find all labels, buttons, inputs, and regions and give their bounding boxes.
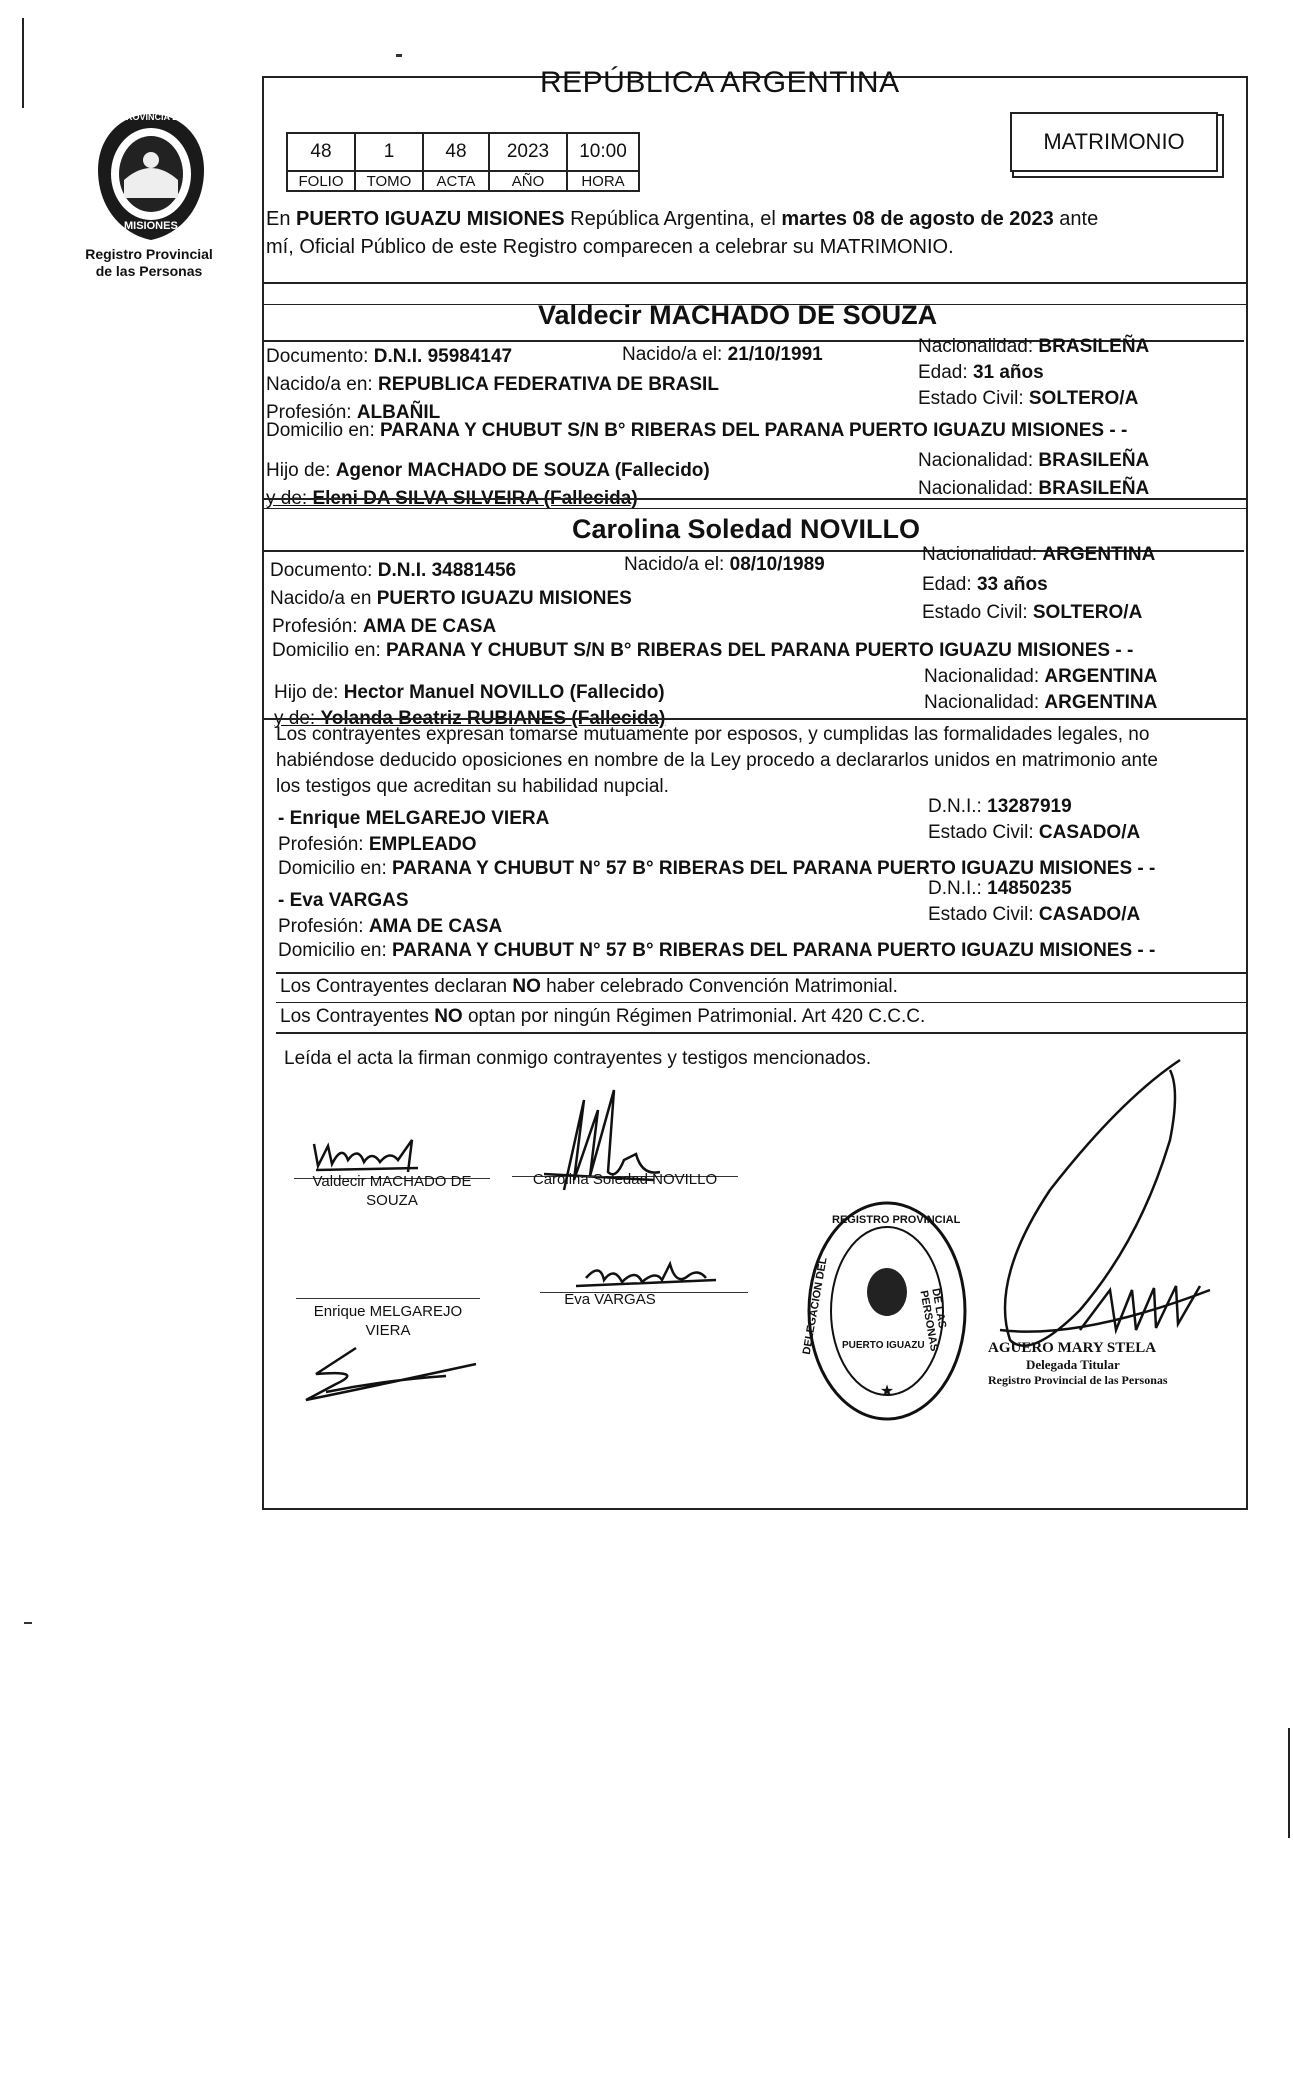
official-role: Delegada Titular: [1026, 1357, 1120, 1372]
bride-birthplace: [270, 588, 632, 610]
svg-text:★: ★: [879, 1383, 895, 1400]
folio-value: 48: [287, 133, 355, 171]
label: Nacionalidad:: [918, 450, 1039, 471]
value: ARGENTINA: [1044, 666, 1158, 687]
value: Agenor MACHADO DE SOUZA (Fallecido): [335, 460, 710, 481]
label: Profesión:: [278, 916, 369, 937]
value: PARANA Y CHUBUT S/N B° RIBERAS DEL PARANA PUERTO IGUAZU MISIONES - -: [386, 640, 1134, 661]
label: y de:: [266, 488, 313, 509]
bride-document: [270, 560, 516, 582]
label: Edad:: [922, 574, 977, 595]
groom-birthdate: [622, 344, 823, 366]
groom-signature-name: [294, 1172, 490, 1210]
emphasis: NO: [512, 976, 541, 997]
bride-bottom-divider: [264, 718, 1246, 720]
page-title: REPÚBLICA ARGENTINA: [540, 66, 900, 99]
bride-birthdate: [624, 554, 825, 576]
label: Estado Civil:: [918, 388, 1029, 409]
bride-age: [922, 574, 1048, 596]
hora-value: 10:00: [567, 133, 639, 171]
label: Documento:: [270, 560, 378, 581]
official-registry: Registro Provincial de las Personas: [988, 1373, 1168, 1387]
groom-civil-status: [918, 388, 1138, 410]
label: Domicilio en:: [272, 640, 387, 661]
value: 14850235: [987, 878, 1072, 899]
declaration-line-3: los testigos que acreditan su habilidad nupcial.: [276, 776, 669, 797]
value: AMA DE CASA: [368, 916, 503, 937]
groom-father-nationality: [918, 450, 1149, 472]
section-divider: [264, 508, 1246, 509]
line: SOUZA: [366, 1192, 418, 1209]
label: Domicilio en:: [266, 420, 381, 441]
groom-father: [266, 460, 710, 482]
groom-name: Valdecir MACHADO DE SOUZA: [538, 300, 938, 330]
value: PUERTO IGUAZU MISIONES: [376, 588, 632, 609]
convention-divider: [276, 1002, 1246, 1003]
intro-text: En: [266, 208, 297, 230]
groom-document: [266, 346, 512, 368]
groom-age: [918, 362, 1044, 384]
seal-text-top: PROVINCIA DE: [120, 112, 185, 122]
intro-text-2: República Argentina, el: [564, 208, 782, 230]
registration-table: [286, 132, 640, 192]
value: BRASILEÑA: [1038, 336, 1150, 357]
witness1-signature-line: [296, 1298, 480, 1299]
registry-name: [64, 246, 234, 280]
line: Enrique MELGAREJO: [313, 1303, 463, 1320]
label: D.N.I.:: [928, 796, 988, 817]
witness2-name: - Eva VARGAS: [278, 890, 409, 911]
value: AMA DE CASA: [362, 616, 497, 637]
convention-bottom-divider: [276, 1032, 1246, 1034]
label: Estado Civil:: [922, 602, 1033, 623]
bride-father: [274, 682, 665, 704]
label: Nacionalidad:: [918, 478, 1039, 499]
groom-birthplace: [266, 374, 719, 396]
folio-label: FOLIO: [287, 171, 355, 191]
witness2-civil-status: [928, 904, 1140, 926]
witness2-signature-name: Eva VARGAS: [564, 1291, 656, 1308]
bride-signature-name: Carolina Soledad NOVILLO: [532, 1171, 718, 1188]
groom-nationality: [918, 336, 1149, 358]
value: ARGENTINA: [1044, 692, 1158, 713]
registry-line-1: Registro Provincial: [85, 246, 213, 262]
value: CASADO/A: [1038, 822, 1141, 843]
value: SOLTERO/A: [1028, 388, 1139, 409]
witness-bottom-divider: [276, 972, 1246, 974]
province-seal: [92, 108, 210, 246]
declaration-line-1: Los contrayentes expresan tomarse mutuamente por esposos, y cumplidas las formalidades legales, no: [276, 724, 1150, 745]
stamp-ring-top: REGISTRO PROVINCIAL: [832, 1214, 961, 1226]
intro-text-3: ante: [1053, 208, 1099, 230]
label: Hijo de:: [266, 460, 336, 481]
intro-line-1: [266, 208, 1098, 230]
tomo-value: 1: [355, 133, 423, 171]
witness1-signature-name: [296, 1302, 480, 1340]
text: Los Contrayentes: [280, 1006, 435, 1027]
stamp-ring-right: DE LAS PERSONAS: [917, 1287, 949, 1353]
label: Nacido/a el:: [622, 344, 728, 365]
seal-text-bottom: MISIONES: [124, 220, 178, 232]
label: Nacido/a en: [270, 588, 377, 609]
label: Profesión:: [278, 834, 369, 855]
witness1-profession: [278, 834, 477, 856]
witness1-dni: [928, 796, 1072, 818]
official-stamp: [800, 1200, 968, 1422]
label: Profesión:: [266, 402, 357, 423]
value: EMPLEADO: [368, 834, 477, 855]
registry-line-2: de las Personas: [95, 263, 203, 279]
scan-dot: [24, 1622, 32, 1624]
declaration-line-2: habiéndose deducido oposiciones en nombre de la Ley procedo a declararlos unidos en matrimonio ante: [276, 750, 1158, 771]
label: Domicilio en:: [278, 940, 393, 961]
groom-mother-nationality: [918, 478, 1149, 500]
label: Nacido/a el:: [624, 554, 730, 575]
label: Domicilio en:: [278, 858, 393, 879]
value: 21/10/1991: [727, 344, 823, 365]
value: PARANA Y CHUBUT N° 57 B° RIBERAS DEL PARANA PUERTO IGUAZU MISIONES - -: [392, 940, 1156, 961]
bride-nationality: [922, 544, 1155, 566]
value: 13287919: [987, 796, 1072, 817]
margin-mark-left: [22, 18, 24, 108]
text: haber celebrado Convención Matrimonial.: [540, 976, 898, 997]
value: D.N.I. 34881456: [377, 560, 517, 581]
bride-address: [272, 640, 1133, 662]
bride-father-nationality: [924, 666, 1157, 688]
value: ARGENTINA: [1042, 544, 1156, 565]
witness2-dni: [928, 878, 1072, 900]
anio-value: 2023: [489, 133, 567, 171]
witness1-civil-status: [928, 822, 1140, 844]
bride-profession: [272, 616, 496, 638]
value: PARANA Y CHUBUT S/N B° RIBERAS DEL PARANA PUERTO IGUAZU MISIONES - -: [380, 420, 1128, 441]
label: Nacionalidad:: [922, 544, 1043, 565]
bride-signature: [524, 1080, 664, 1210]
witness2-address: [278, 940, 1155, 962]
official-block: [988, 1340, 1238, 1388]
value: BRASILEÑA: [1038, 478, 1150, 499]
value: Eleni DA SILVA SILVEIRA (Fallecida): [312, 488, 638, 509]
groom-bottom-divider: [264, 498, 1246, 500]
bride-name: Carolina Soledad NOVILLO: [572, 514, 921, 544]
scan-dot: [396, 54, 402, 57]
value: ALBAÑIL: [356, 402, 441, 423]
text: optan por ningún Régimen Patrimonial. Art 420 C.C.C.: [462, 1006, 926, 1027]
label: y de:: [274, 708, 321, 729]
value: CASADO/A: [1038, 904, 1141, 925]
value: 31 años: [972, 362, 1044, 383]
label: Nacido/a en:: [266, 374, 378, 395]
witness1-name: - Enrique MELGAREJO VIERA: [278, 808, 550, 829]
witness2-profession: [278, 916, 502, 938]
record-type-label: MATRIMONIO: [1043, 129, 1185, 154]
value: SOLTERO/A: [1032, 602, 1143, 623]
anio-label: AÑO: [489, 171, 567, 191]
label: Profesión:: [272, 616, 363, 637]
text: Los Contrayentes declaran: [280, 976, 513, 997]
acta-value: 48: [423, 133, 489, 171]
closing-text: Leída el acta la firman conmigo contrayentes y testigos mencionados.: [284, 1048, 872, 1069]
official-name: AGUERO MARY STELA: [988, 1340, 1157, 1356]
value: Hector Manuel NOVILLO (Fallecido): [343, 682, 665, 703]
label: Nacionalidad:: [924, 692, 1045, 713]
tomo-label: TOMO: [355, 171, 423, 191]
label: Estado Civil:: [928, 904, 1039, 925]
stamp-inner: PUERTO IGUAZU: [842, 1340, 925, 1351]
label: Hijo de:: [274, 682, 344, 703]
stamp-ring-left: DELEGACION DEL: [800, 1256, 830, 1356]
value: D.N.I. 95984147: [373, 346, 513, 367]
intro-line-2: mí, Oficial Público de este Registro comparecen a celebrar su MATRIMONIO.: [266, 236, 954, 258]
witness1-signature: [296, 1340, 486, 1410]
line: Valdecir MACHADO DE: [312, 1173, 472, 1190]
value: 08/10/1989: [729, 554, 825, 575]
convention-line-1: [280, 976, 898, 998]
margin-mark-right: [1288, 1728, 1290, 1838]
record-type-box: [1010, 112, 1218, 172]
section-divider: [262, 282, 1246, 284]
label: Documento:: [266, 346, 374, 367]
hora-label: HORA: [567, 171, 639, 191]
intro-place: PUERTO IGUAZU MISIONES: [296, 208, 565, 230]
convention-line-2: [280, 1006, 925, 1028]
value: 33 años: [976, 574, 1048, 595]
witness1-address: [278, 858, 1155, 880]
line: VIERA: [365, 1322, 411, 1339]
label: Nacionalidad:: [918, 336, 1039, 357]
bride-mother-nationality: [924, 692, 1157, 714]
label: Nacionalidad:: [924, 666, 1045, 687]
emphasis: NO: [434, 1006, 463, 1027]
value: REPUBLICA FEDERATIVA DE BRASIL: [377, 374, 719, 395]
label: Edad:: [918, 362, 973, 383]
acta-label: ACTA: [423, 171, 489, 191]
value: Yolanda Beatriz RUBIANES (Fallecida): [320, 708, 666, 729]
value: PARANA Y CHUBUT N° 57 B° RIBERAS DEL PARANA PUERTO IGUAZU MISIONES - -: [392, 858, 1156, 879]
label: Estado Civil:: [928, 822, 1039, 843]
groom-address: [266, 420, 1127, 442]
value: BRASILEÑA: [1038, 450, 1150, 471]
intro-date: martes 08 de agosto de 2023: [781, 208, 1054, 230]
label: D.N.I.:: [928, 878, 988, 899]
bride-civil-status: [922, 602, 1142, 624]
